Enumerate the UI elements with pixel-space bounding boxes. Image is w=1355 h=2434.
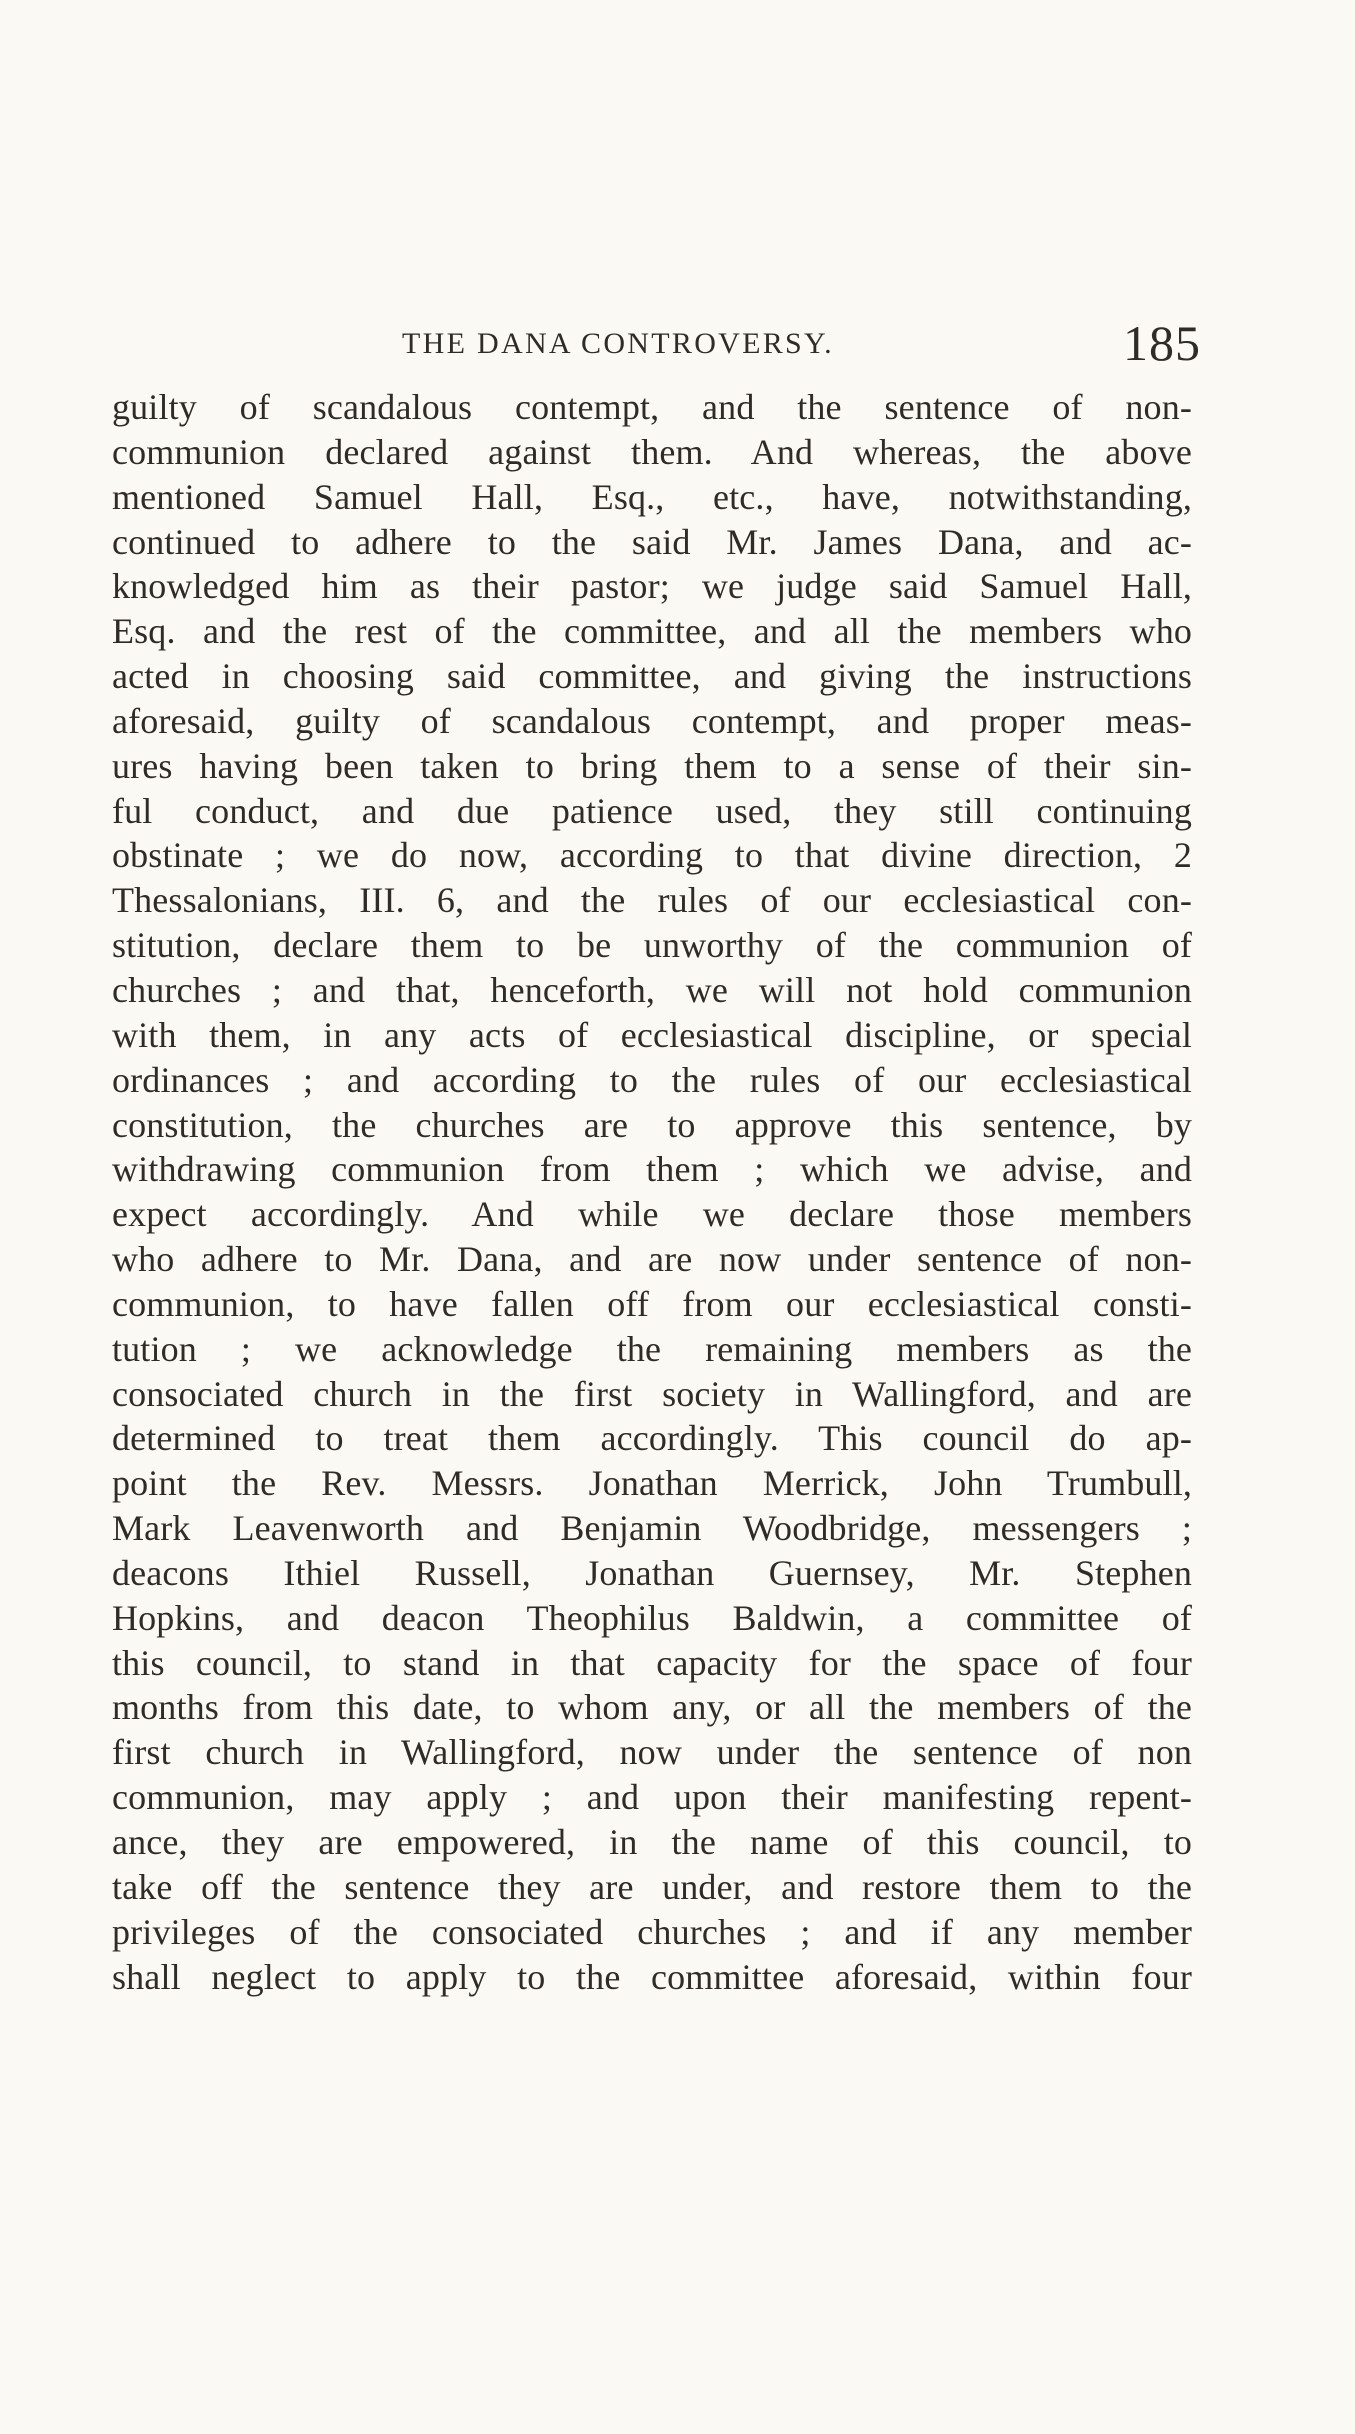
text-line: consociated church in the first society in Wallingford, and are	[112, 1373, 1192, 1414]
text-line: guilty of scandalous contempt, and the sentence of non-	[112, 387, 1192, 427]
text-line: deacons Ithiel Russell, Jonathan Guernsey, Mr. Stephen	[112, 1552, 1192, 1593]
text-line: mentioned Samuel Hall, Esq., etc., have, notwithstanding,	[112, 476, 1192, 517]
text-line: aforesaid, guilty of scandalous contempt, and proper meas-	[112, 700, 1192, 741]
text-line: ures having been taken to bring them to a sense of their sin-	[112, 745, 1192, 786]
body-text	[112, 385, 1192, 1999]
text-line: communion, to have fallen off from our ecclesiastical consti-	[112, 1283, 1192, 1324]
text-line: this council, to stand in that capacity for the space of four	[112, 1642, 1192, 1683]
text-line: knowledged him as their pastor; we judge said Samuel Hall,	[112, 566, 1192, 607]
text-line: acted in choosing said committee, and giving the instructions	[112, 656, 1192, 697]
text-line: Thessalonians, III. 6, and the rules of our ecclesiastical con-	[112, 880, 1192, 921]
text-line: Mark Leavenworth and Benjamin Woodbridge, messengers ;	[112, 1508, 1192, 1549]
text-line: stitution, declare them to be unworthy of the communion of	[112, 925, 1192, 966]
text-line: ful conduct, and due patience used, they still continuing	[112, 790, 1192, 831]
text-line: ordinances ; and according to the rules of our ecclesiastical	[112, 1059, 1192, 1100]
text-line: point the Rev. Messrs. Jonathan Merrick, John Trumbull,	[112, 1463, 1192, 1504]
text-line: take off the sentence they are under, and restore them to the	[112, 1866, 1192, 1907]
text-line: communion declared against them. And whereas, the above	[112, 431, 1192, 472]
text-line: Hopkins, and deacon Theophilus Baldwin, a committee of	[112, 1597, 1192, 1638]
text-line: determined to treat them accordingly. This council do ap-	[112, 1418, 1192, 1459]
page-number: 185	[1123, 315, 1201, 371]
text-line: withdrawing communion from them ; which we advise, and	[112, 1149, 1192, 1190]
text-line: privileges of the consociated churches ; and if any member	[112, 1911, 1192, 1952]
text-line: constitution, the churches are to approve this sentence, by	[112, 1104, 1192, 1145]
text-line: churches ; and that, henceforth, we will not hold communion	[112, 969, 1192, 1010]
text-line: with them, in any acts of ecclesiastical discipline, or special	[112, 1014, 1192, 1055]
text-line: obstinate ; we do now, according to that divine direction, 2	[112, 835, 1192, 876]
text-line: expect accordingly. And while we declare those members	[112, 1194, 1192, 1235]
text-line: tution ; we acknowledge the remaining members as the	[112, 1328, 1192, 1369]
text-line: who adhere to Mr. Dana, and are now under sentence of non-	[112, 1239, 1192, 1280]
running-title: THE DANA CONTROVERSY.	[402, 327, 834, 360]
text-line: Esq. and the rest of the committee, and all the members who	[112, 611, 1192, 652]
text-line: first church in Wallingford, now under the sentence of non	[112, 1732, 1192, 1773]
text-line: communion, may apply ; and upon their manifesting repent-	[112, 1777, 1192, 1818]
text-line: ance, they are empowered, in the name of this council, to	[112, 1822, 1192, 1862]
text-line: shall neglect to apply to the committee aforesaid, within four	[112, 1956, 1192, 1997]
running-head	[0, 316, 1355, 376]
text-line: months from this date, to whom any, or all the members of the	[112, 1687, 1192, 1728]
text-line: continued to adhere to the said Mr. James Dana, and ac-	[112, 521, 1192, 562]
